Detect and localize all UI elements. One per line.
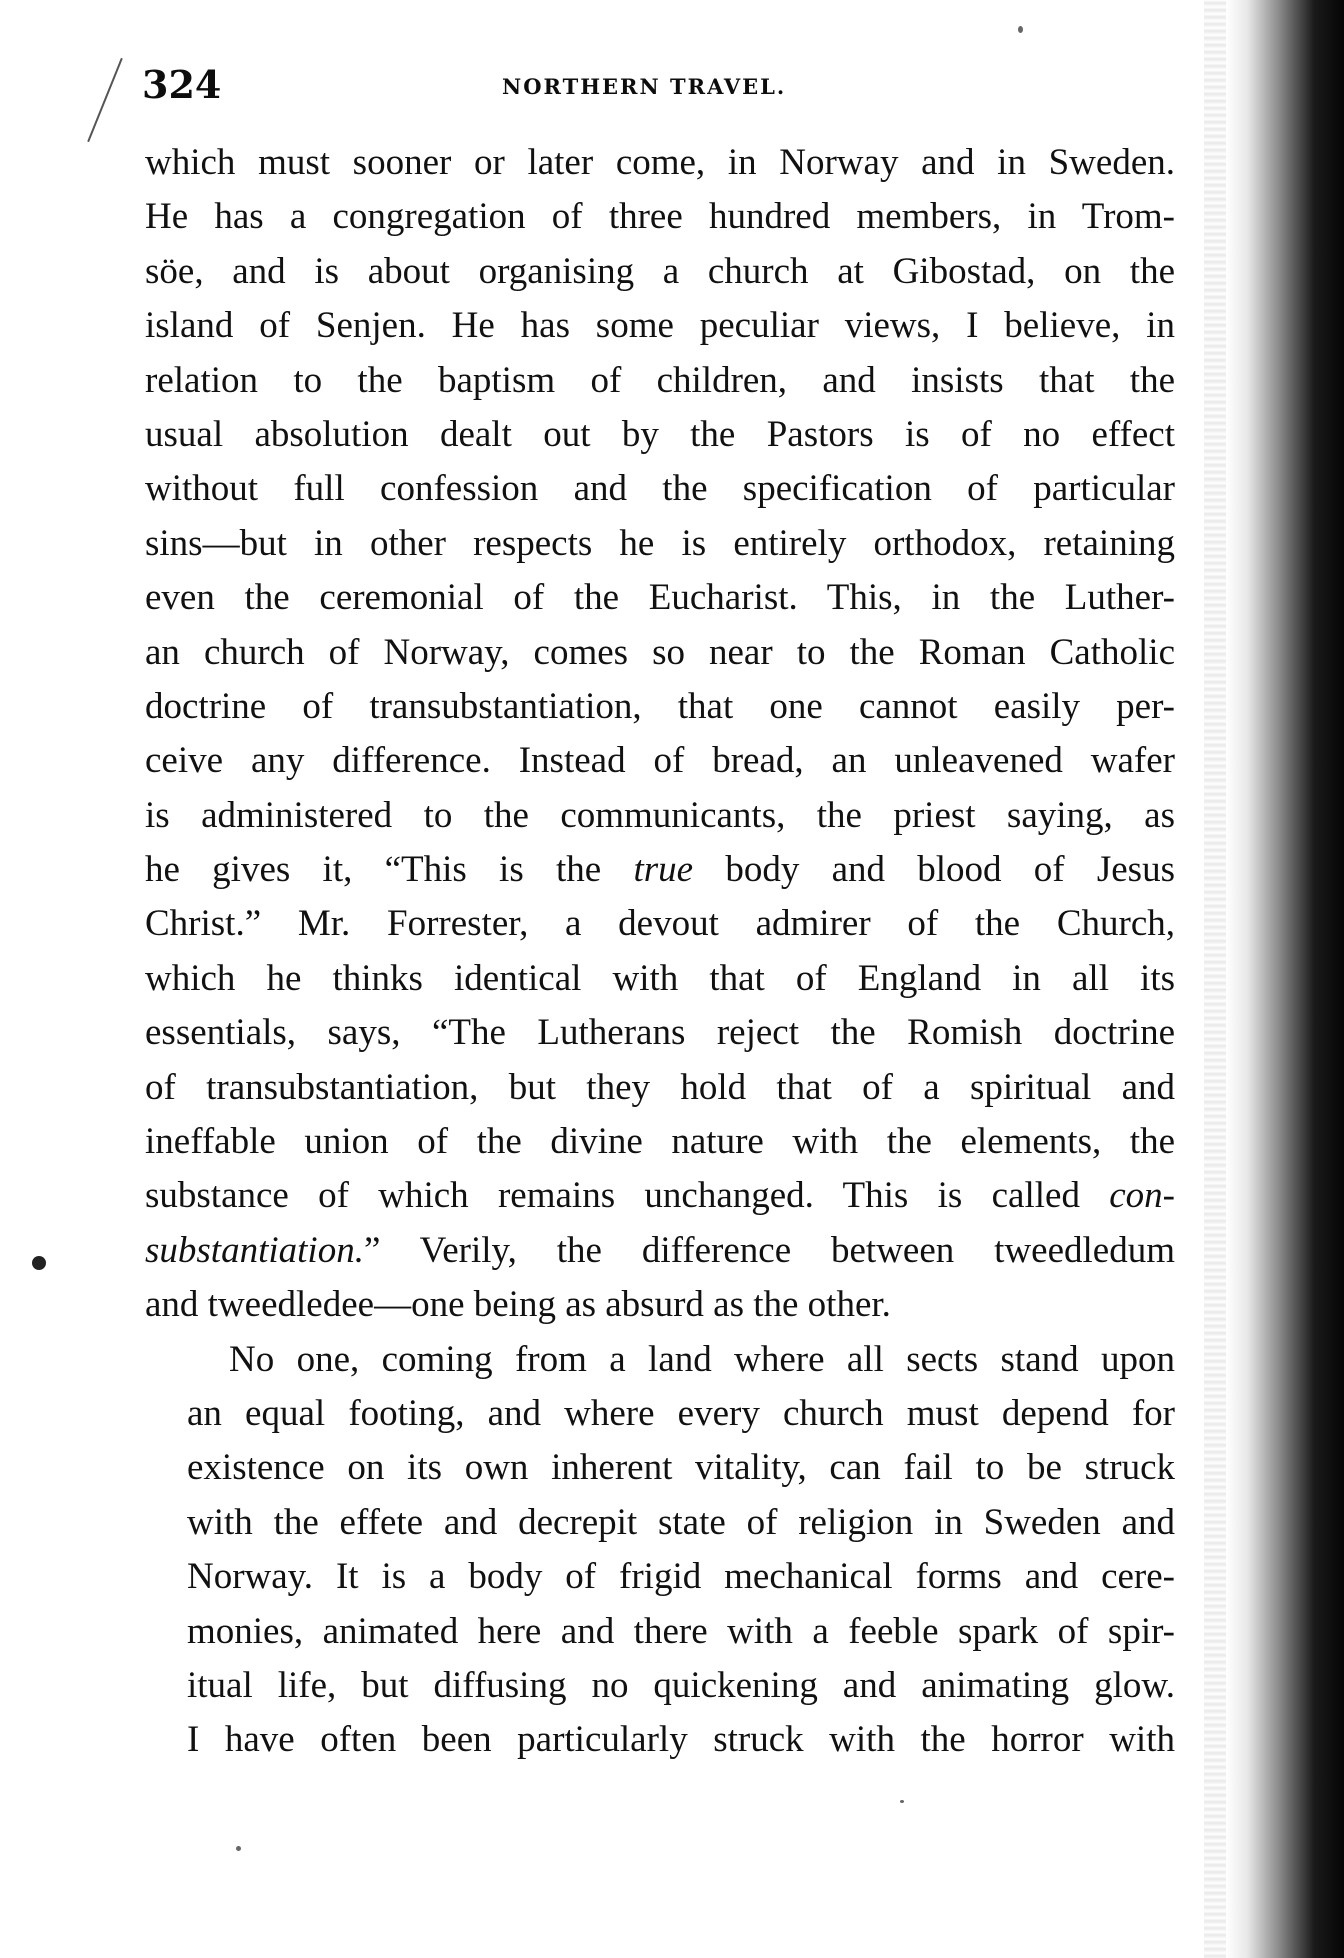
text-line: monies, animated here and there with a feeble spark of spir- xyxy=(187,1610,1175,1652)
text-line: No one, coming from a land where all sects stand upon xyxy=(229,1338,1175,1380)
text-line: is administered to the communicants, the priest saying, as xyxy=(145,794,1175,836)
italic-word: con- xyxy=(1109,1175,1175,1217)
text-line: sins—but in other respects he is entirely orthodox, retaining xyxy=(145,522,1175,564)
page-header xyxy=(142,60,1172,120)
margin-pencil-mark xyxy=(87,58,123,142)
text-line: I have often been particularly struck with the horror with xyxy=(187,1719,1175,1761)
text-line: ceive any difference. Instead of bread, an unleavened wafer xyxy=(145,740,1175,782)
text-line xyxy=(145,843,1175,897)
page-edge-shadow xyxy=(1226,0,1344,1958)
paper-speck xyxy=(1018,26,1023,33)
text-line: existence on its own inherent vitality, can fail to be struck xyxy=(187,1447,1175,1489)
running-head: NORTHERN TRAVEL. xyxy=(502,74,787,99)
text-line xyxy=(145,1169,1175,1223)
text-line: ineffable union of the divine nature with the elements, the xyxy=(145,1121,1175,1163)
text-line: without full confession and the specification of particular xyxy=(145,468,1175,510)
text-line: Norway. It is a body of frigid mechanical forms and cere- xyxy=(187,1556,1175,1598)
text-line: essentials, says, “The Lutherans reject the Romish doctrine xyxy=(145,1012,1175,1054)
text-line: an church of Norway, comes so near to the Roman Catholic xyxy=(145,631,1175,673)
text-fragment: body and blood of Jesus xyxy=(693,849,1175,891)
text-fragment: he gives it, “This is the xyxy=(145,849,634,891)
text-line: of transubstantiation, but they hold that of a spiritual and xyxy=(145,1066,1175,1108)
margin-ink-dot xyxy=(32,1256,46,1270)
italic-word: substantiation. xyxy=(145,1229,364,1271)
text-line: island of Senjen. He has some peculiar views, I believe, in xyxy=(145,305,1175,347)
paragraph xyxy=(145,1333,1175,1768)
text-line xyxy=(145,1224,1175,1278)
body-text xyxy=(145,136,1175,1768)
text-line: an equal footing, and where every church must depend for xyxy=(187,1392,1175,1434)
text-line: and tweedledee—one being as absurd as the other. xyxy=(145,1284,891,1326)
text-line: which must sooner or later come, in Norway and in Sweden. xyxy=(145,142,1175,183)
text-line: with the effete and decrepit state of religion in Sweden and xyxy=(187,1501,1175,1543)
text-line: itual life, but diffusing no quickening and animating glow. xyxy=(187,1664,1175,1706)
text-line: Christ.” Mr. Forrester, a devout admirer of the Church, xyxy=(145,903,1175,945)
text-fragment: substance of which remains unchanged. This is called xyxy=(145,1175,1110,1217)
italic-word: true xyxy=(633,849,694,891)
paper-speck xyxy=(236,1846,241,1851)
text-line: which he thinks identical with that of England in all its xyxy=(145,957,1175,999)
page-gutter-texture xyxy=(1204,0,1226,1958)
text-line: doctrine of transubstantiation, that one cannot easily per- xyxy=(145,685,1175,727)
paragraph xyxy=(145,136,1175,1333)
text-line: usual absolution dealt out by the Pastors is of no effect xyxy=(145,413,1175,455)
paper-speck xyxy=(900,1800,904,1803)
text-line: relation to the baptism of children, and insists that the xyxy=(145,359,1175,401)
text-fragment: ” Verily, the difference between tweedledum xyxy=(363,1229,1175,1271)
text-line: söe, and is about organising a church at Gibostad, on the xyxy=(145,250,1175,292)
text-line: even the ceremonial of the Eucharist. This, in the Luther- xyxy=(145,577,1175,619)
page-number: 324 xyxy=(142,62,222,107)
text-line: He has a congregation of three hundred members, in Trom- xyxy=(145,196,1175,238)
